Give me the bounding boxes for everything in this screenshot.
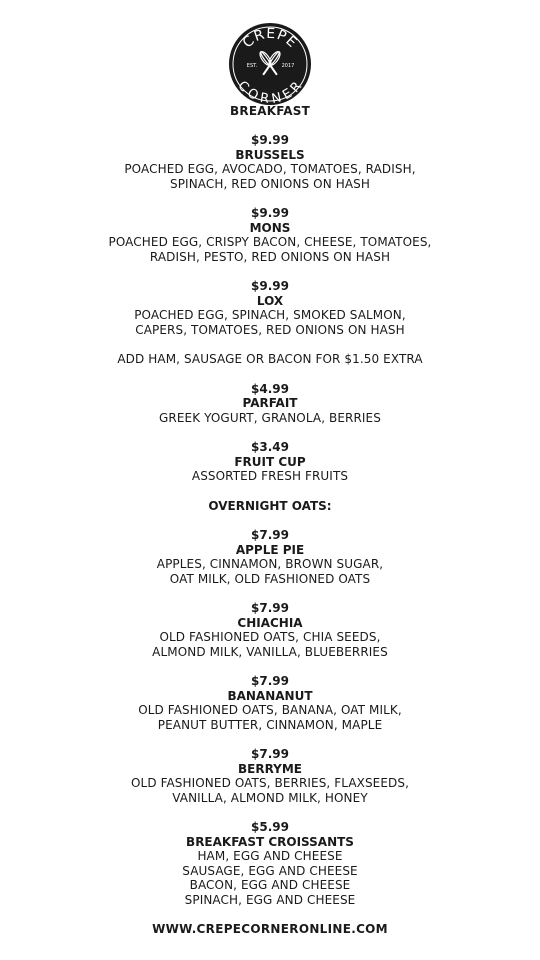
item-description-line: GREEK YOGURT, GRANOLA, BERRIES	[159, 410, 381, 425]
item-description-line: CAPERS, TOMATOES, RED ONIONS ON HASH	[135, 322, 405, 337]
menu-item-fruit-cup	[0, 440, 540, 484]
menu-item-lox	[0, 279, 540, 337]
item-description-line: HAM, EGG AND CHEESE	[197, 849, 343, 863]
menu-item-breakfast-croissants	[0, 820, 540, 907]
item-price: $3.49	[251, 440, 289, 454]
logo-badge	[228, 22, 312, 106]
item-description-line: VANILLA, ALMOND MILK, HONEY	[172, 790, 368, 805]
website-link[interactable]: WWW.CREPECORNERONLINE.COM	[152, 922, 388, 936]
menu-content	[0, 104, 540, 937]
item-description-line: ASSORTED FRESH FRUITS	[191, 469, 349, 483]
item-name: APPLE PIE	[235, 542, 305, 557]
item-name: LOX	[256, 293, 284, 308]
item-description-line: ALMOND MILK, VANILLA, BLUEBERRIES	[152, 644, 388, 659]
item-description-line: POACHED EGG, SPINACH, SMOKED SALMON,	[134, 308, 406, 322]
item-description-line: APPLES, CINNAMON, BROWN SUGAR,	[156, 557, 384, 571]
section-title-breakfast: BREAKFAST	[230, 104, 310, 118]
item-name: FRUIT CUP	[234, 454, 306, 469]
item-description-line: SPINACH, RED ONIONS ON HASH	[170, 176, 370, 191]
item-name: BRUSSELS	[235, 147, 305, 162]
crepe-corner-logo	[228, 22, 312, 106]
section-title-overnight-oats: OVERNIGHT OATS:	[208, 498, 332, 513]
oats-item-list	[0, 528, 540, 805]
extras-item-list	[0, 382, 540, 484]
item-name: BERRYME	[238, 761, 302, 776]
item-description-line: OLD FASHIONED OATS, BERRIES, FLAXSEEDS,	[130, 776, 410, 790]
logo-est-label: EST.	[246, 63, 258, 69]
breakfast-item-list	[0, 133, 540, 337]
item-price: $5.99	[251, 820, 289, 834]
menu-item-berryme	[0, 747, 540, 805]
item-price: $9.99	[251, 133, 289, 147]
item-description-line: POACHED EGG, AVOCADO, TOMATOES, RADISH,	[124, 162, 416, 176]
menu-item-banananut	[0, 674, 540, 732]
item-description-line: OLD FASHIONED OATS, BANANA, OAT MILK,	[138, 703, 402, 717]
item-price: $7.99	[251, 528, 289, 542]
item-description-line: SPINACH, EGG AND CHEESE	[184, 892, 356, 907]
item-name: MONS	[249, 220, 291, 235]
item-price: $7.99	[251, 674, 289, 688]
croissant-item	[0, 820, 540, 907]
item-price: $9.99	[251, 206, 289, 220]
logo-bottom-text: CORNER	[234, 78, 306, 106]
item-description-line: PEANUT BUTTER, CINNAMON, MAPLE	[157, 717, 383, 732]
item-description-line: OLD FASHIONED OATS, CHIA SEEDS,	[159, 630, 381, 644]
menu-item-parfait	[0, 382, 540, 426]
logo-year-label: 2017	[281, 63, 295, 69]
item-name: CHIACHIA	[237, 615, 303, 630]
item-description-line: SAUSAGE, EGG AND CHEESE	[182, 863, 358, 878]
item-price: $9.99	[251, 279, 289, 293]
logo-top-text: CREPE	[239, 25, 301, 52]
menu-item-brussels	[0, 133, 540, 191]
item-description-line: BACON, EGG AND CHEESE	[189, 878, 351, 892]
item-description-line: RADISH, PESTO, RED ONIONS ON HASH	[149, 249, 391, 264]
item-name: PARFAIT	[242, 396, 298, 410]
item-description-line: OAT MILK, OLD FASHIONED OATS	[169, 571, 371, 586]
item-name: BANANANUT	[227, 688, 313, 703]
item-description-line: POACHED EGG, CRISPY BACON, CHEESE, TOMATOES,	[108, 235, 432, 249]
menu-item-chiachia	[0, 601, 540, 659]
menu-item-apple-pie	[0, 528, 540, 586]
addon-note: ADD HAM, SAUSAGE OR BACON FOR $1.50 EXTRA	[117, 352, 423, 366]
item-price: $7.99	[251, 747, 289, 761]
item-price: $7.99	[251, 601, 289, 615]
menu-item-mons	[0, 206, 540, 264]
item-name: BREAKFAST CROISSANTS	[186, 834, 354, 849]
item-price: $4.99	[251, 381, 289, 396]
